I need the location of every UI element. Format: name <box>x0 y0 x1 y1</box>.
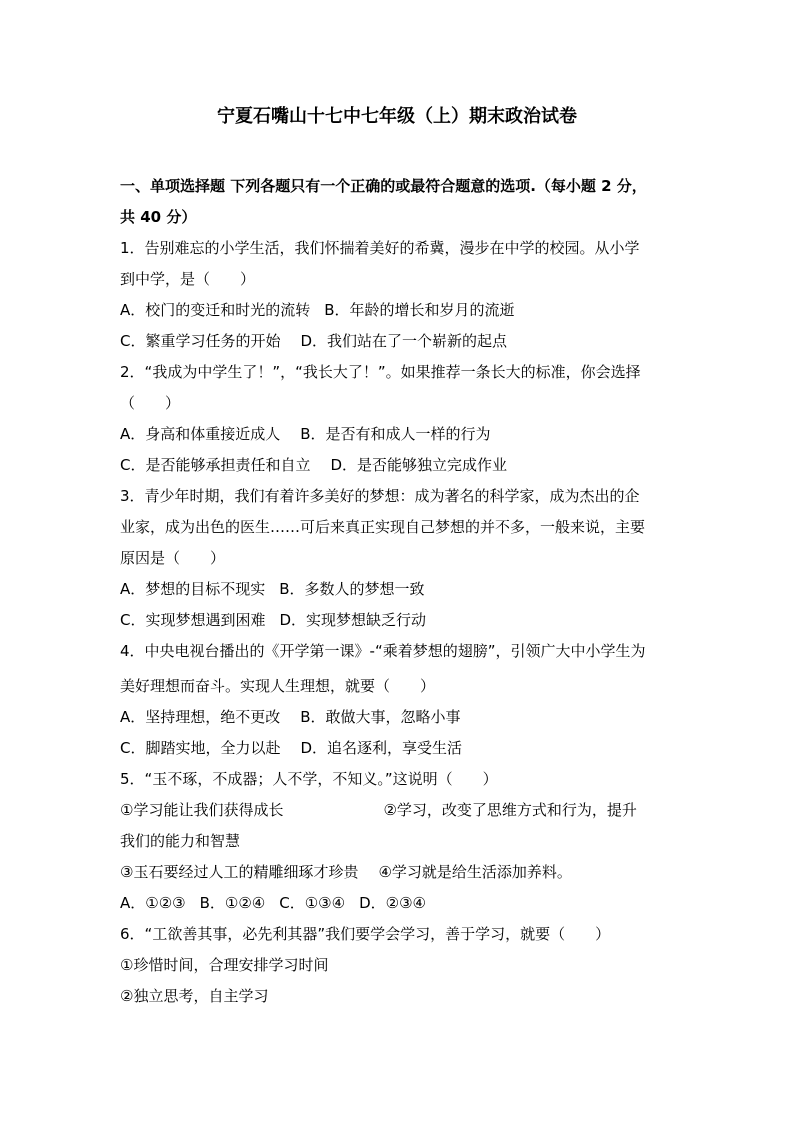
options-row <box>120 450 680 481</box>
options-row <box>120 888 680 919</box>
statement-2-continued: 我们的能力和智慧 <box>120 832 241 850</box>
page-title: 宁夏石嘴山十七中七年级（上）期末政治试卷 <box>217 106 577 127</box>
option-b: B．敢做大事，忽略小事 <box>300 708 461 726</box>
question-stem: 5．“玉不琢，不成器；人不学，不知义。”这说明（ ） <box>120 770 498 788</box>
statement-4: ④学习就是给生活添加养料。 <box>378 863 572 881</box>
option-a: A．校门的变迁和时光的流转 <box>120 301 311 319</box>
statement-3: ③玉石要经过人工的精雕细琢才珍贵 <box>120 863 359 881</box>
options-row <box>120 326 680 357</box>
option-c: C．实现梦想遇到困难 <box>120 611 266 629</box>
option-c: C．是否能够承担责任和自立 <box>120 456 311 474</box>
option-a: A．坚持理想，绝不更改 <box>120 708 281 726</box>
option-a: A．身高和体重接近成人 <box>120 425 281 443</box>
statement-1: ①珍惜时间，合理安排学习时间 <box>120 956 329 974</box>
options-row <box>120 702 680 733</box>
option-c: C．①③④ <box>279 894 346 912</box>
question-stem: 6．“工欲善其事，必先利其器”我们要学会学习，善于学习，就要（ ） <box>120 925 611 943</box>
statement-2: ②学习，改变了思维方式和行为，提升 <box>383 801 637 819</box>
option-d: D．②③④ <box>359 894 426 912</box>
question-stem: 到中学，是（ ） <box>120 270 256 288</box>
options-row <box>120 733 680 764</box>
question-stem: 原因是（ ） <box>120 549 226 567</box>
option-c: C．繁重学习任务的开始 <box>120 332 281 350</box>
statement-row <box>120 795 680 826</box>
option-b: B．年龄的增长和岁月的流逝 <box>324 301 515 319</box>
section-heading: 一、单项选择题 下列各题只有一个正确的或最符合题意的选项.（每小题 2 分， <box>120 177 647 195</box>
option-b: B．是否有和成人一样的行为 <box>300 425 491 443</box>
option-d: D．实现梦想缺乏行动 <box>279 611 427 629</box>
option-d: D．是否能够独立完成作业 <box>330 456 508 474</box>
question-6 <box>120 919 680 1012</box>
question-1 <box>120 233 680 357</box>
options-row <box>120 419 680 450</box>
question-4 <box>120 636 680 764</box>
question-stem: 3．青少年时期，我们有着许多美好的梦想：成为著名的科学家，成为杰出的企 <box>120 487 640 505</box>
question-stem: 美好理想而奋斗。实现人生理想，就要（ ） <box>120 677 436 695</box>
section-heading-continued: 共 40 分） <box>120 208 197 226</box>
options-row <box>120 295 680 326</box>
statement-row <box>120 857 680 888</box>
question-stem: 1．告别难忘的小学生活，我们怀揣着美好的希冀，漫步在中学的校园。从小学 <box>120 239 640 257</box>
question-stem: （ ） <box>120 394 181 412</box>
question-stem: 业家，成为出色的医生……可后来真正实现自己梦想的并不多，一般来说，主要 <box>120 518 646 536</box>
option-a: A．①②③ <box>120 894 186 912</box>
option-d: D．我们站在了一个崭新的起点 <box>300 332 508 350</box>
statement-2: ②独立思考，自主学习 <box>120 987 269 1005</box>
options-row <box>120 605 680 636</box>
option-b: B．①②④ <box>199 894 266 912</box>
question-stem: 4．中央电视台播出的《开学第一课》-“乘着梦想的翅膀”，引领广大中小学生为 <box>120 642 646 660</box>
question-3 <box>120 481 680 636</box>
statement-1: ①学习能让我们获得成长 <box>120 801 284 819</box>
exam-content <box>120 171 680 1012</box>
option-d: D．追名逐利，享受生活 <box>300 739 463 757</box>
question-5 <box>120 764 680 919</box>
option-b: B．多数人的梦想一致 <box>279 580 425 598</box>
options-row <box>120 574 680 605</box>
question-stem: 2．“我成为中学生了！”，“我长大了！”。如果推荐一条长大的标准，你会选择 <box>120 363 641 381</box>
option-a: A．梦想的目标不现实 <box>120 580 266 598</box>
question-2 <box>120 357 680 481</box>
option-c: C．脚踏实地，全力以赴 <box>120 739 281 757</box>
